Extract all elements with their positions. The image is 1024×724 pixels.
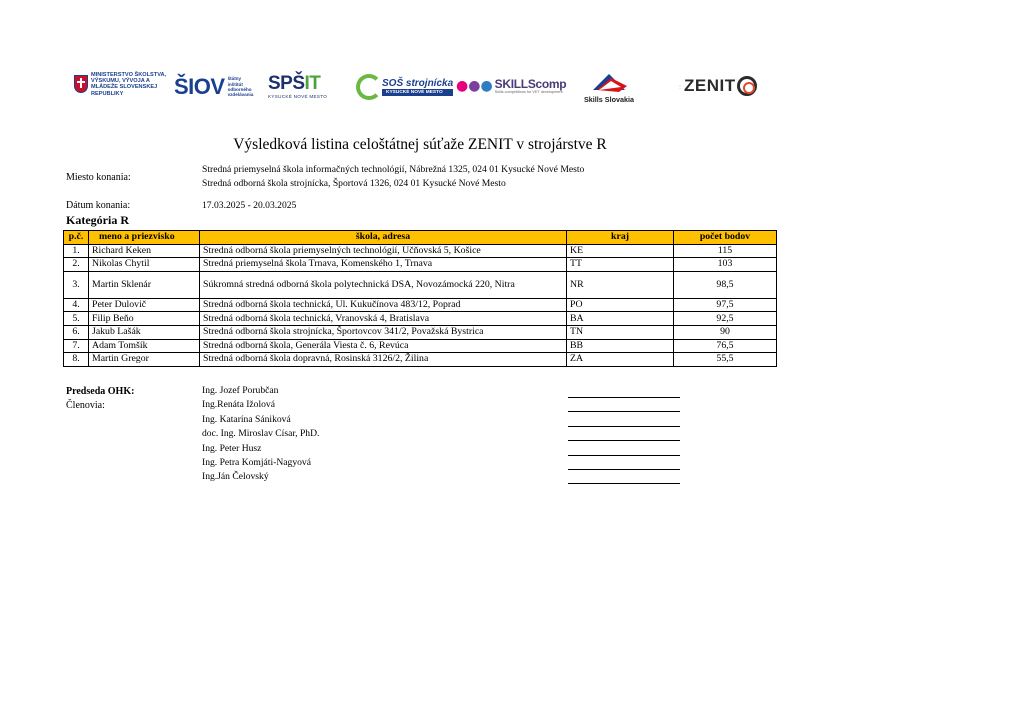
member-name: Ing. Katarína Sániková — [202, 414, 291, 425]
header-pc: p.č. — [64, 231, 89, 245]
cell-region: TN — [567, 325, 674, 339]
cell-region: PO — [567, 298, 674, 312]
member-name: doc. Ing. Miroslav Císar, PhD. — [202, 428, 320, 439]
cell-school: Stredná odborná škola technická, Ul. Kukučínova 483/12, Poprad — [200, 298, 567, 312]
header-region: kraj — [567, 231, 674, 245]
cell-pc: 7. — [64, 339, 89, 353]
cell-school: Stredná priemyselná škola Trnava, Komenského 1, Trnava — [200, 258, 567, 272]
logo-bar — [74, 70, 764, 110]
cell-region: BA — [567, 312, 674, 326]
table-row — [64, 298, 777, 312]
signature-line — [568, 426, 680, 427]
cell-name: Jakub Lašák — [89, 325, 200, 339]
cell-pc: 3. — [64, 271, 89, 298]
skills-slovakia-mark-icon — [589, 72, 629, 94]
cell-name: Peter Dulovič — [89, 298, 200, 312]
results-table — [63, 230, 777, 367]
category-heading: Kategória R — [66, 213, 129, 227]
cell-pc: 5. — [64, 312, 89, 326]
cell-pc: 6. — [64, 325, 89, 339]
member-name: Ing. Peter Husz — [202, 443, 262, 454]
cell-points: 103 — [674, 258, 777, 272]
zenit-logo — [678, 76, 757, 96]
cell-school: Stredná odborná škola dopravná, Rosinská 3126/2, Žilina — [200, 353, 567, 367]
skills-slovakia-logo — [584, 72, 634, 104]
cell-name: Martin Gregor — [89, 353, 200, 367]
table-row — [64, 271, 777, 298]
signature-line — [568, 483, 680, 484]
chair-name: Ing. Jozef Porubčan — [202, 385, 279, 396]
cell-points: 115 — [674, 244, 777, 258]
cell-name: Richard Keken — [89, 244, 200, 258]
cell-points: 92,5 — [674, 312, 777, 326]
signature-line — [568, 411, 680, 412]
skillscomp-logo-subtext: Skills competitions for VET development — [494, 90, 563, 94]
spsit-logo-text: SPŠIT — [268, 73, 321, 94]
cell-region: TT — [567, 258, 674, 272]
members-label: Členovia: — [66, 400, 105, 411]
table-row — [64, 258, 777, 272]
gear-icon — [737, 76, 757, 96]
page-title: Výsledková listina celoštátnej súťaže ZENIT v strojárstve R — [233, 136, 607, 153]
table-row — [64, 339, 777, 353]
cell-school: Stredná odborná škola priemyselných technológií, Učňovská 5, Košice — [200, 244, 567, 258]
siov-logo-subtext: štátny inštitút odborného vzdelávania — [227, 76, 254, 98]
siov-logo-text: ŠIOV — [174, 74, 225, 99]
ministry-logo — [74, 72, 173, 97]
cell-pc: 1. — [64, 244, 89, 258]
cell-points: 90 — [674, 325, 777, 339]
cell-pc: 2. — [64, 258, 89, 272]
cell-points: 55,5 — [674, 353, 777, 367]
date-value: 17.03.2025 - 20.03.2025 — [202, 200, 297, 211]
cell-region: BB — [567, 339, 674, 353]
cell-name: Adam Tomšík — [89, 339, 200, 353]
table-row — [64, 325, 777, 339]
cell-points: 76,5 — [674, 339, 777, 353]
signature-line — [568, 469, 680, 470]
cell-name: Martin Sklenár — [89, 271, 200, 298]
cell-name: Filip Beňo — [89, 312, 200, 326]
chair-label: Predseda OHK: — [66, 386, 135, 397]
cell-region: NR — [567, 271, 674, 298]
cell-pc: 4. — [64, 298, 89, 312]
signature-line — [568, 440, 680, 441]
header-points: počet bodov — [674, 231, 777, 245]
cell-region: ZA — [567, 353, 674, 367]
member-name: Ing. Petra Komjáti-Nagyová — [202, 457, 311, 468]
cell-school: Stredná odborná škola strojnícka, Športovcov 341/2, Považská Bystrica — [200, 325, 567, 339]
cell-region: KE — [567, 244, 674, 258]
signature-line — [568, 397, 680, 398]
zenit-dots-icon: ⋮ — [678, 83, 682, 89]
table-row — [64, 312, 777, 326]
table-row — [64, 353, 777, 367]
header-school: škola, adresa — [200, 231, 567, 245]
skillscomp-logo-text: SKILLScomp — [494, 77, 567, 91]
cell-points: 98,5 — [674, 271, 777, 298]
venue-line-1: Stredná priemyselná škola informačných technológií, Nábrežná 1325, 024 01 Kysucké Nové Mesto — [202, 164, 585, 175]
sos-logo-subtext: KYSUCKÉ NOVÉ MESTO — [382, 89, 453, 96]
cell-points: 97,5 — [674, 298, 777, 312]
spsit-logo — [268, 74, 327, 99]
skillscomp-logo — [456, 78, 566, 94]
ministry-logo-text: MINISTERSTVO ŠKOLSTVA, VÝSKUMU, VÝVOJA A MLÁDEŽE SLOVENSKEJ REPUBLIKY — [91, 72, 167, 97]
sos-strojnicka-logo — [356, 74, 453, 100]
zenit-logo-text: ZENIT — [684, 76, 736, 95]
cell-school: Súkromná stredná odborná škola polytechnická DSA, Novozámocká 220, Nitra — [200, 271, 567, 298]
cell-name: Nikolas Chytil — [89, 258, 200, 272]
signature-line — [568, 455, 680, 456]
sos-logo-text: SOŠ strojnícka — [382, 78, 454, 89]
venue-label: Miesto konania: — [66, 172, 131, 183]
table-row — [64, 244, 777, 258]
cell-pc: 8. — [64, 353, 89, 367]
slovak-crest-icon — [74, 75, 88, 93]
member-name: Ing.Renáta Ižolová — [202, 399, 275, 410]
spsit-logo-subtext: KYSUCKÉ NOVÉ MESTO — [268, 94, 328, 99]
people-icon: ●●● — [456, 78, 493, 94]
skills-slovakia-logo-text: Skills Slovakia — [584, 95, 634, 104]
venue-line-2: Stredná odborná škola strojnícka, Športová 1326, 024 01 Kysucké Nové Mesto — [202, 178, 506, 189]
member-name: Ing.Ján Čelovský — [202, 471, 269, 482]
cell-school: Stredná odborná škola, Generála Viesta č. 6, Revúca — [200, 339, 567, 353]
table-header-row — [64, 231, 777, 245]
cell-school: Stredná odborná škola technická, Vranovská 4, Bratislava — [200, 312, 567, 326]
siov-logo — [174, 74, 256, 100]
header-name: meno a priezvisko — [89, 231, 200, 245]
date-label: Dátum konania: — [66, 200, 131, 211]
